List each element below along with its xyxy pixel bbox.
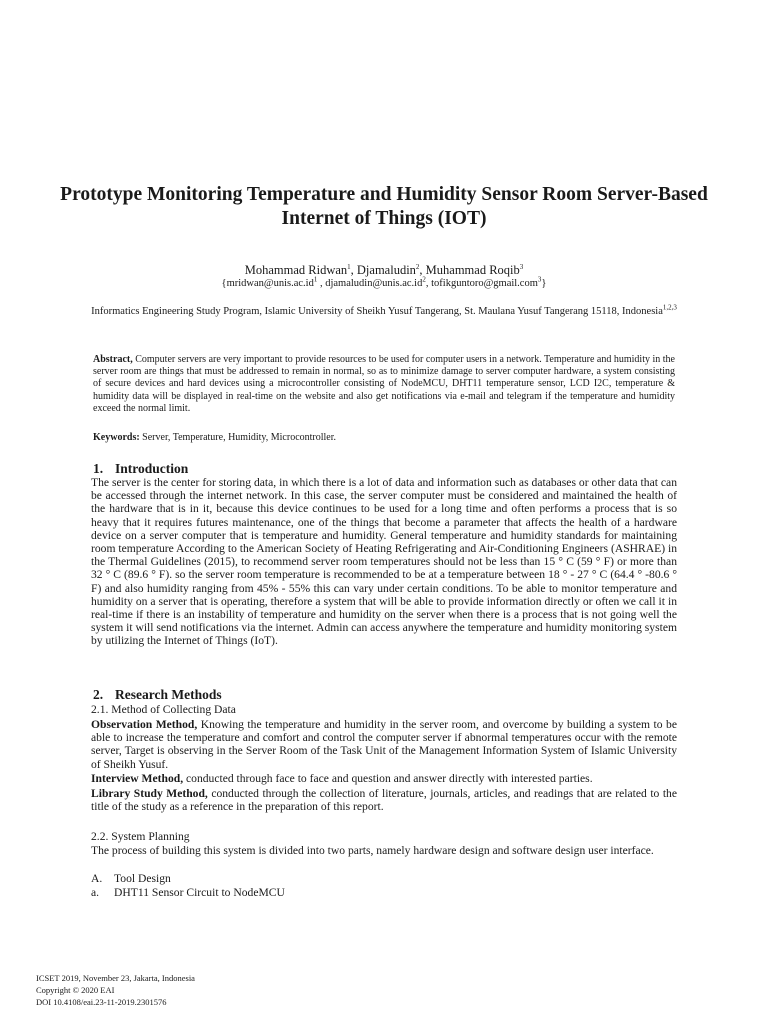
author-list: Mohammad Ridwan$^1$, Djamaludin$^2$, Muhammad Roqib$^3$ (244, 262, 524, 277)
keywords-text: Server, Temperature, Humidity, Microcontroller. (142, 432, 337, 443)
abstract (93, 354, 675, 415)
observation-method-text: Knowing the temperature and humidity in the server room, and overcome by building a system to be able to increase the temperature and comfort and control the computer server if abnormal temperatures occur with the remote server, Target is observing in the Server Room of the Task Unit of the Management Information System of Islamic University of Sheikh Yusuf. (91, 718, 677, 771)
keywords-label: Keywords: (93, 432, 140, 443)
library-study-paragraph (91, 787, 677, 813)
list-marker: a. (91, 886, 100, 899)
email-address: djamaludin@unis.ac.id (325, 278, 423, 289)
email-address: tofikguntoro@gmail.com (431, 278, 538, 289)
list-marker: A. (91, 872, 103, 885)
copyright-line: Copyright © 2020 EAI (36, 985, 115, 995)
interview-method-paragraph (91, 772, 677, 785)
email-mark: 2 (422, 275, 426, 284)
list-item-tool-design (91, 872, 171, 885)
author-name: Muhammad Roqib (425, 263, 520, 277)
affiliation-text: Informatics Engineering Study Program, Islamic University of Sheikh Yusuf Tangerang, St. Maulana Yusuf Tangerang 15118, Indonesia (91, 306, 663, 317)
affiliation-mark: 1,2,3 (662, 303, 677, 312)
interview-method-text: conducted through face to face and question and answer directly with interested parties. (186, 772, 593, 785)
system-planning-paragraph: The process of building this system is divided into two parts, namely hardware design and software design user interface. (91, 844, 654, 857)
author-affiliation-mark: 2 (415, 262, 420, 271)
abstract-text: Computer servers are very important to provide resources to be used for computer users in a network. Temperature and humidity in the server room are things that must be addressed to remain in normal, so as to minimize damage to server computer hardware, a system consisting of secure devices and hard devices using a microcontroller consisting of NodeMCU, DHT11 temperature sensor, LCD I2C, temperature & humidity data will be displayed in real-time on the website and also get notifications via e-mail and telegram if the temperature and humidity exceed the normal limit. (93, 354, 675, 414)
author-emails: {$mridwan@unis.ac.id^1$ , $djamaludin@unis.ac.id^2$, tofikguntoro@gmail.com$^3$} (221, 275, 547, 289)
observation-method-label: Observation Method, (91, 718, 198, 731)
email-mark: 1 (313, 275, 318, 284)
doi-line: DOI 10.4108/eai.23-11-2019.2301576 (36, 997, 167, 1007)
keywords (93, 432, 675, 444)
section-title: Research Methods (115, 687, 222, 702)
paper-title: Prototype Monitoring Temperature and Humidity Sensor Room Server-Based Internet of Things (IOT) (60, 184, 708, 229)
email-address: {mridwan@unis.ac.id (221, 278, 314, 289)
section-number: 2. (93, 687, 104, 702)
conference-line: ICSET 2019, November 23, Jakarta, Indonesia (36, 973, 195, 983)
library-study-label: Library Study Method, (91, 787, 208, 800)
section-title: Introduction (115, 461, 189, 476)
subsection-heading-collecting-data: 2.1. Method of Collecting Data (91, 703, 236, 716)
abstract-label: Abstract, (93, 354, 133, 365)
author-name: Mohammad Ridwan (244, 263, 348, 277)
author-name: Djamaludin (356, 263, 416, 277)
section-number: 1. (93, 461, 104, 476)
section-heading-research-methods (93, 687, 222, 702)
email-mark: 3 (537, 275, 542, 284)
observation-method-paragraph (91, 718, 677, 771)
section-heading-introduction (93, 461, 188, 476)
list-item-dht11-circuit (91, 886, 285, 899)
library-study-text: conducted through the collection of literature, journals, articles, and readings that are related to the title of the study as a reference in the preparation of this report. (91, 787, 677, 814)
introduction-paragraph: The server is the center for storing data, in which there is a lot of data and information such as databases or other data that can be accessed through the internet network. In this case, the server computer must be considered and maintained the health of the hardware that is in it, because this device continues to be used for a long time and often performs a process that is so heavy that it requires futures maintenance, one of the things that become a parameter that affects the health of a hardware device on a server computer that is temperature and humidity. General temperature and humidity standards for maintaining room temperature According to the American Society of Heating Refrigerating and Air-Conditioning Engineers (ASHRAE) in the Thermal Guidelines (2015), to recommend server room temperatures should not be less than 15 ° C (59 ° F) or more than 32 ° C (89.6 ° F). so the server room temperature is recommended to be at a temperature between 18 ° - 27 ° C (64.4 ° -80.6 ° F) and also humidity ranging from 45% - 55% this can vary under certain conditions. To be able to monitor temperature and humidity on a server that is operating, therefore a system that will be able to provide information directly or often we call it in real-time if there is an instability of temperature and humidity on the server when there is a process that is not going well the system it will send notifications via the internet. Admin can access anywhere the temperature and humidity monitoring system by utilizing the Internet of Things (IoT). (91, 476, 677, 648)
author-affiliation-mark: 3 (519, 262, 524, 271)
list-item-text: Tool Design (114, 872, 171, 885)
affiliation (60, 305, 708, 319)
page-footer (36, 972, 195, 1008)
author-affiliation-mark: 1 (347, 262, 351, 271)
interview-method-label: Interview Method, (91, 772, 184, 785)
subsection-heading-system-planning: 2.2. System Planning (91, 830, 190, 843)
list-item-text: DHT11 Sensor Circuit to NodeMCU (114, 886, 285, 899)
